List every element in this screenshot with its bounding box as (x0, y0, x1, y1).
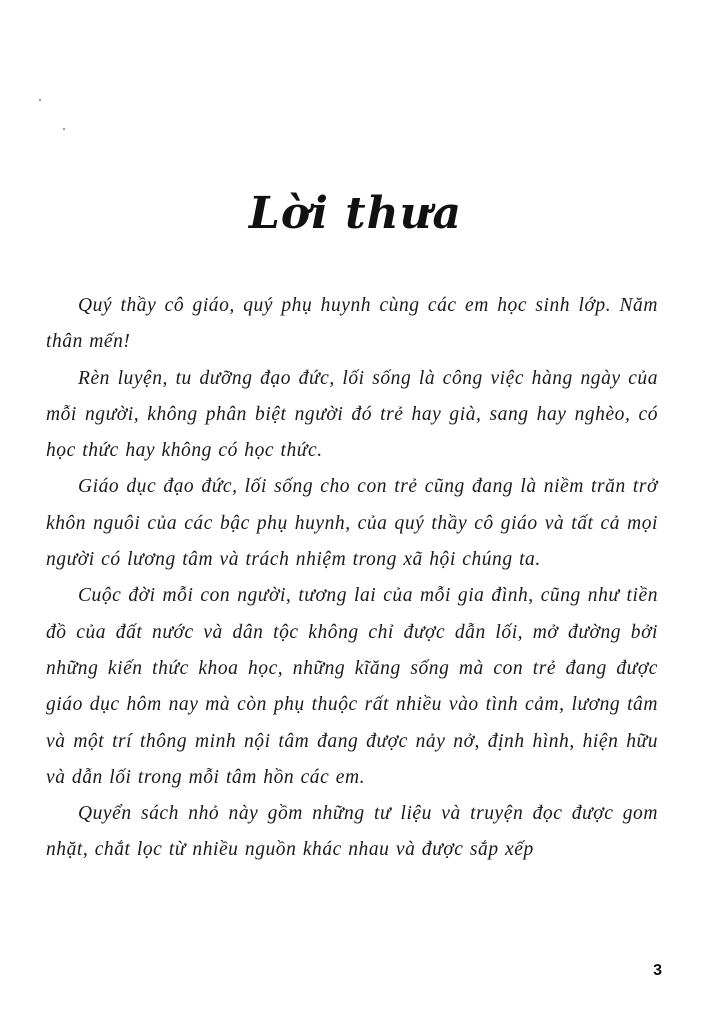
paragraph-2: Giáo dục đạo đức, lối sống cho con trẻ cũng đang là niềm trăn trở khôn nguôi của các bậc phụ huynh, của quý thầy cô giáo và tất cả mọi người có lương tâm và trách nhiệm trong xã hội chúng ta. (46, 476, 658, 571)
scan-speck (39, 99, 41, 101)
page-number: 3 (653, 962, 662, 979)
scan-speck (63, 128, 65, 130)
paragraph-3: Cuộc đời mỗi con người, tương lai của mỗi gia đình, cũng như tiền đồ của đất nước và dân tộc không chỉ được dẫn lối, mở đường bởi những kiến thức khoa học, những kĩăng sống mà con trẻ đang được giáo dục hôm nay mà còn phụ thuộc rất nhiều vào tình cảm, lương tâm và một trí thông minh nội tâm đang được nảy nở, định hình, hiện hữu và dẫn lối trong mỗi tâm hồn các em. (46, 585, 658, 788)
page-title: Lời thưa (248, 188, 463, 239)
paragraph-greeting: Quý thầy cô giáo, quý phụ huynh cùng các em học sinh lớp. Năm thân mến! (46, 295, 658, 353)
body-text (46, 288, 658, 869)
paragraph-1: Rèn luyện, tu dưỡng đạo đức, lối sống là công việc hàng ngày của mỗi người, không phân biệt người đó trẻ hay già, sang hay nghèo, có học thức hay không có học thức. (46, 367, 658, 462)
paragraph-4: Quyển sách nhỏ này gồm những tư liệu và truyện đọc được gom nhặt, chắt lọc từ nhiều nguồn khác nhau và được sắp xếp (46, 803, 658, 861)
